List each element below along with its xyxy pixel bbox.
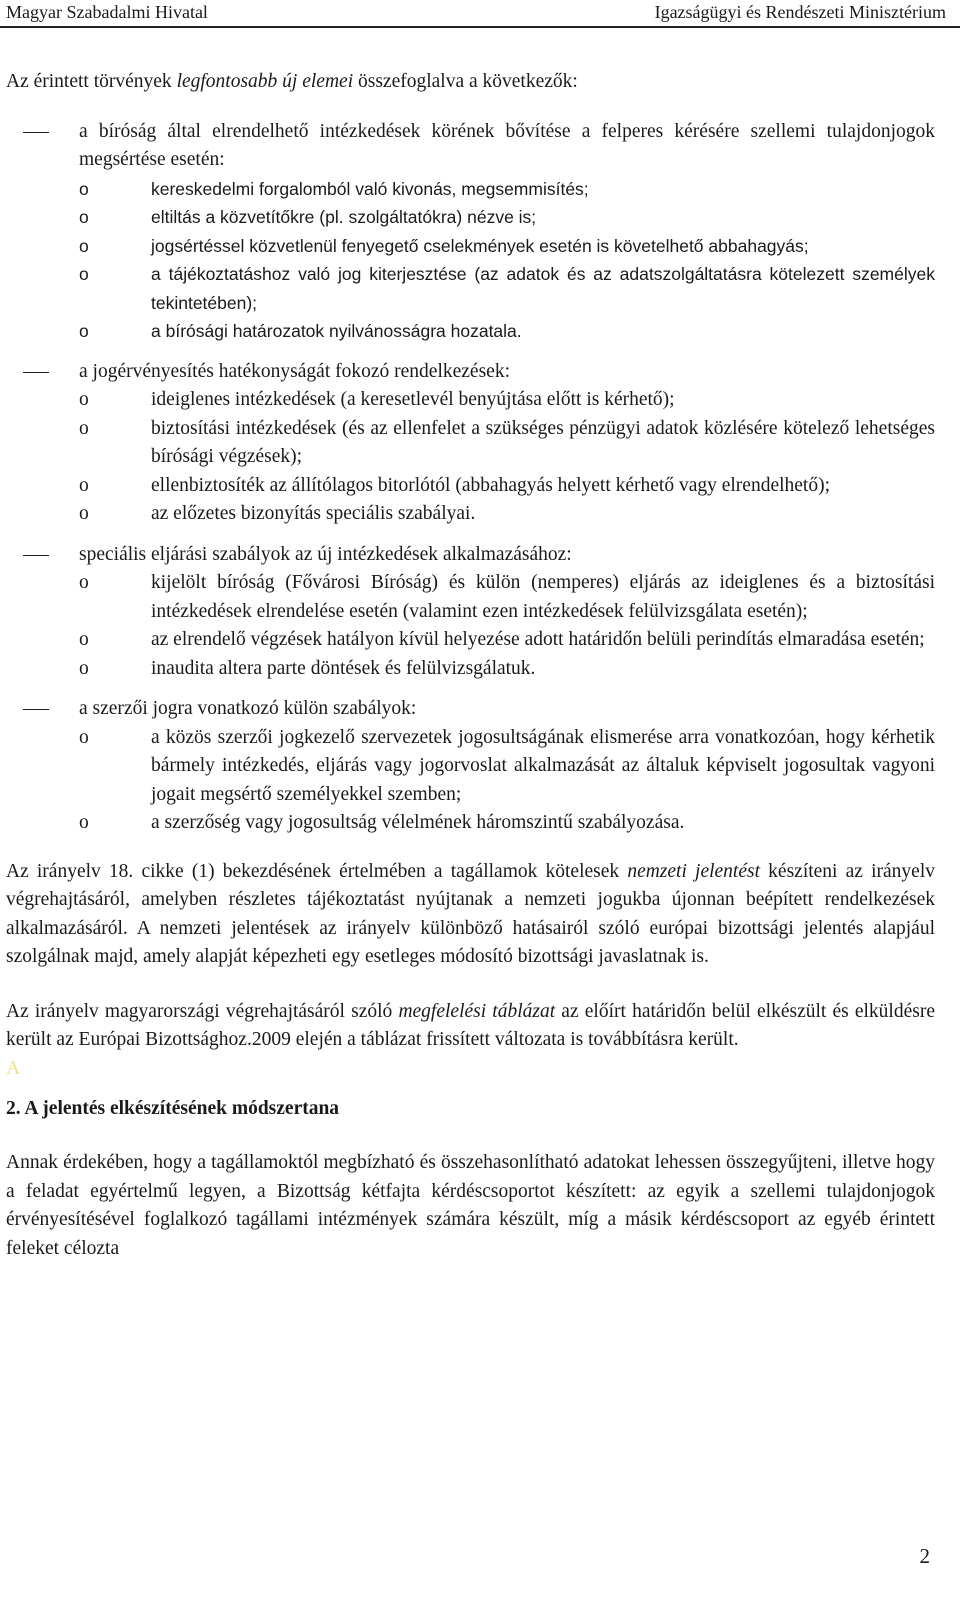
correlation-table-emphasis: megfelelési táblázat	[398, 1000, 556, 1022]
sub-item: o az előzetes bizonyítás speciális szabályai.	[79, 503, 476, 524]
sub-item: o ellenbiztosíték az állítólagos bitorlótól (abbahagyás helyett kérhető vagy elrendelhető);	[79, 474, 831, 496]
dash-item-text: a jogérvényesítés hatékonyságát fokozó rendelkezések:	[79, 360, 510, 382]
sub-item: o a közös szerzői jogkezelő szervezetek jogosultságának elismerése arra vonatkozóan, hogy kérhetik bármely intézkedés, eljárás vagy jogorvoslat alkalmazását az általuk képviselt jogosultak vagyoni jogait megsértő személyekkel szemben;	[79, 726, 935, 805]
intro-emphasis: legfontosabb új elemei	[176, 71, 354, 92]
national-report-paragraph: Az irányelv 18. cikke (1) bekezdésének értelmében a tagállamok kötelesek nemzeti jelentést készíteni az irányelv végrehajtásáról, amelyben részletes tájékoztatást nyújtanak a nemzeti jogukba újonnan beépített rendelkezések alkalmazásáról. A nemzeti jelentések az irányelv különböző hatásairól szóló európai bizottsági jelentés alapjául szolgálnak majd, amely alapját képezheti egy esetleges módosító bizottsági javaslatnak is.	[6, 860, 935, 967]
dash-marker	[23, 709, 49, 710]
sub-item: o ideiglenes intézkedések (a keresetlevél benyújtása előtt is kérhető);	[79, 389, 675, 410]
dash-item-3	[6, 541, 935, 684]
sub-list	[79, 724, 935, 838]
sub-item: o kijelölt bíróság (Fővárosi Bíróság) és külön (nemperes) eljárás az ideiglenes és a biztosítási intézkedések elrendelése esetén (valamint ezen intézkedések felülvizsgálata esetén);	[79, 572, 935, 622]
sub-item: o jogsértéssel közvetlenül fenyegető cselekmények esetén is követelhető abbahagyás;	[79, 235, 809, 256]
sub-item: o kereskedelmi forgalomból való kivonás, megsemmisítés;	[79, 178, 589, 199]
sub-item: o a tájékoztatáshoz való jog kiterjesztése (az adatok és az adatszolgáltatásra kötelezett személyek tekintetében);	[79, 264, 935, 313]
sub-item: o biztosítási intézkedések (és az ellenfelet a szükséges pénzügyi adatok közlésére kötelező lehetséges bírósági végzések);	[79, 417, 935, 467]
sub-item: o inaudita altera parte döntések és felülvizsgálatuk.	[79, 657, 536, 679]
document-body	[6, 68, 935, 1289]
dash-item-text: speciális eljárási szabályok az új intézkedések alkalmazásához:	[79, 543, 572, 565]
sub-item: o a bírósági határozatok nyilvánosságra hozatala.	[79, 321, 522, 341]
page-header	[0, 0, 960, 28]
sub-item: o a szerzőség vagy jogosultság vélelmének háromszintű szabályozása.	[79, 812, 685, 833]
dash-marker	[23, 372, 49, 373]
correlation-table-paragraph: Az irányelv magyarországi végrehajtásáról szóló megfelelési táblázat az előírt határidőn belül elkészült és elküldésre került az Európai Bizottsághoz.2009 elején a táblázat frissített változata is továbbításra került.	[6, 1000, 935, 1050]
dash-marker	[23, 555, 49, 556]
national-report-emphasis: nemzeti jelentést	[627, 860, 761, 882]
sub-list	[79, 175, 935, 346]
intro-paragraph: Az érintett törvények legfontosabb új elemei összefoglalva a következők:	[6, 71, 578, 92]
page-number: 2	[919, 1544, 930, 1568]
dash-marker	[23, 132, 49, 133]
methodology-paragraph: Annak érdekében, hogy a tagállamoktól megbízható és összehasonlítható adatokat lehessen összegyűjteni, illetve hogy a feladat egyértelmű legyen, a Bizottság kétfajta kérdéscsoportot készített: az egyik a szellemi tulajdonjogok érvényesítésével foglalkozó tagállami intézmények számára készült, míg a másik kérdéscsoport az egyéb érintett feleket célozta	[6, 1152, 935, 1259]
dash-item-4	[6, 695, 935, 838]
sub-item: o eltiltás a közvetítőkre (pl. szolgáltatókra) nézve is;	[79, 207, 537, 227]
section-heading: 2. A jelentés elkészítésének módszertana	[6, 1097, 340, 1119]
dash-item-2	[6, 358, 935, 529]
sub-list	[79, 569, 935, 683]
dash-item-text: a bíróság által elrendelhető intézkedések körének bővítése a felperes kérésére szellemi tulajdonjogok megsértése esetén:	[79, 120, 935, 170]
sub-list	[79, 386, 935, 529]
dash-item-1	[6, 118, 935, 346]
header-right-text: Igazságügyi és Rendészeti Minisztérium	[654, 2, 946, 22]
stray-mark: A	[6, 1057, 21, 1079]
sub-item: o az elrendelő végzések hatályon kívül helyezése adott határidőn belüli perindítás elmaradása esetén;	[79, 629, 925, 650]
header-left-text: Magyar Szabadalmi Hivatal	[6, 2, 208, 22]
dash-item-text: a szerzői jogra vonatkozó külön szabályok:	[79, 698, 417, 719]
